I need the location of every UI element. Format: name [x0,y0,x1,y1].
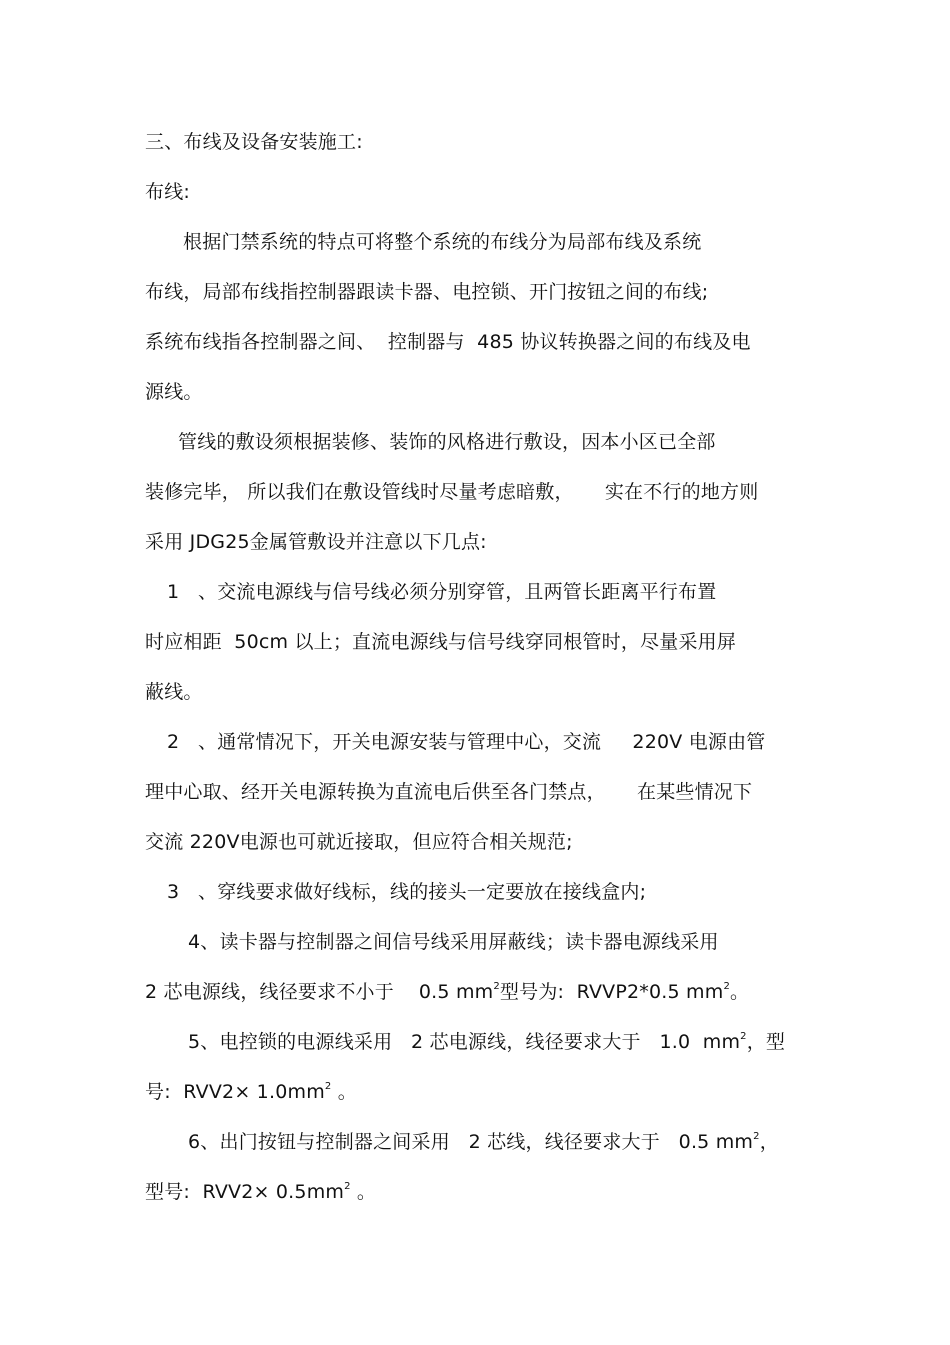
item5-line1 [188,1030,785,1054]
superscript-2: 2 [493,981,500,992]
item2-line1: 2 、通常情况下，开关电源安装与管理中心，交流 220V 电源由管 [167,731,766,753]
para2-line3: 采用 JDG25金属管敷设并注意以下几点: [145,531,487,553]
item4-line2-part3: 。 [730,981,750,1003]
superscript-2: 2 [344,1181,351,1192]
item6-line1 [188,1130,779,1154]
item2-line2: 理中心取、经开关电源转换为直流电后供至各门禁点， 在某些情况下 [145,781,753,803]
item5-line2 [145,1080,357,1104]
superscript-2: 2 [740,1031,747,1042]
superscript-2: 2 [753,1131,760,1142]
section-heading: 三、布线及设备安装施工: [145,131,363,153]
para1-line3: 系统布线指各控制器之间、 控制器与 485 协议转换器之间的布线及电 [145,331,751,353]
item5-line2-part1: 号: RVV2× 1.0mm [145,1081,325,1103]
item6-line2-part1: 型号: RVV2× 0.5mm [145,1181,345,1203]
item5-line1-part1: 5、电控锁的电源线采用 2 芯电源线，线径要求大于 1.0 mm [188,1031,741,1053]
item5-line2-part2: 。 [331,1081,357,1103]
item4-line1: 4、读卡器与控制器之间信号线采用屏蔽线；读卡器电源线采用 [188,931,719,953]
item6-line2 [145,1180,376,1204]
para2-line1: 管线的敷设须根据装修、装饰的风格进行敷设，因本小区已全部 [178,431,716,453]
item1-line3: 蔽线。 [145,681,203,703]
item4-line2-part1: 2 芯电源线，线径要求不小于 0.5 mm [145,981,494,1003]
item1-line1: 1 、交流电源线与信号线必须分别穿管，且两管长距离平行布置 [167,581,717,603]
subheading-wiring: 布线: [145,181,191,203]
superscript-2: 2 [324,1081,332,1092]
item2-line3: 交流 220V电源也可就近接取，但应符合相关规范; [145,831,573,853]
item1-line2: 时应相距 50cm 以上；直流电源线与信号线穿同根管时，尽量采用屏 [145,631,737,653]
para1-line4: 源线。 [145,381,203,403]
item6-line1-part1: 6、出门按钮与控制器之间采用 2 芯线，线径要求大于 0.5 mm [188,1131,754,1153]
item4-line2 [145,980,749,1004]
item3-line1: 3 、穿线要求做好线标，线的接头一定要放在接线盒内; [167,881,647,903]
item6-line1-part2: ， [759,1131,779,1153]
para1-line1: 根据门禁系统的特点可将整个系统的布线分为局部布线及系统 [183,231,702,253]
para1-line2: 布线，局部布线指控制器跟读卡器、电控锁、开门按钮之间的布线; [145,281,709,303]
item5-line1-part2: ，型 [746,1031,786,1053]
superscript-2: 2 [723,981,731,992]
item6-line2-part2: 。 [350,1181,377,1203]
para2-line2: 装修完毕， 所以我们在敷设管线时尽量考虑暗敷， 实在不行的地方则 [145,481,759,503]
item4-line2-part2: 型号为: RVVP2*0.5 mm [499,981,724,1003]
